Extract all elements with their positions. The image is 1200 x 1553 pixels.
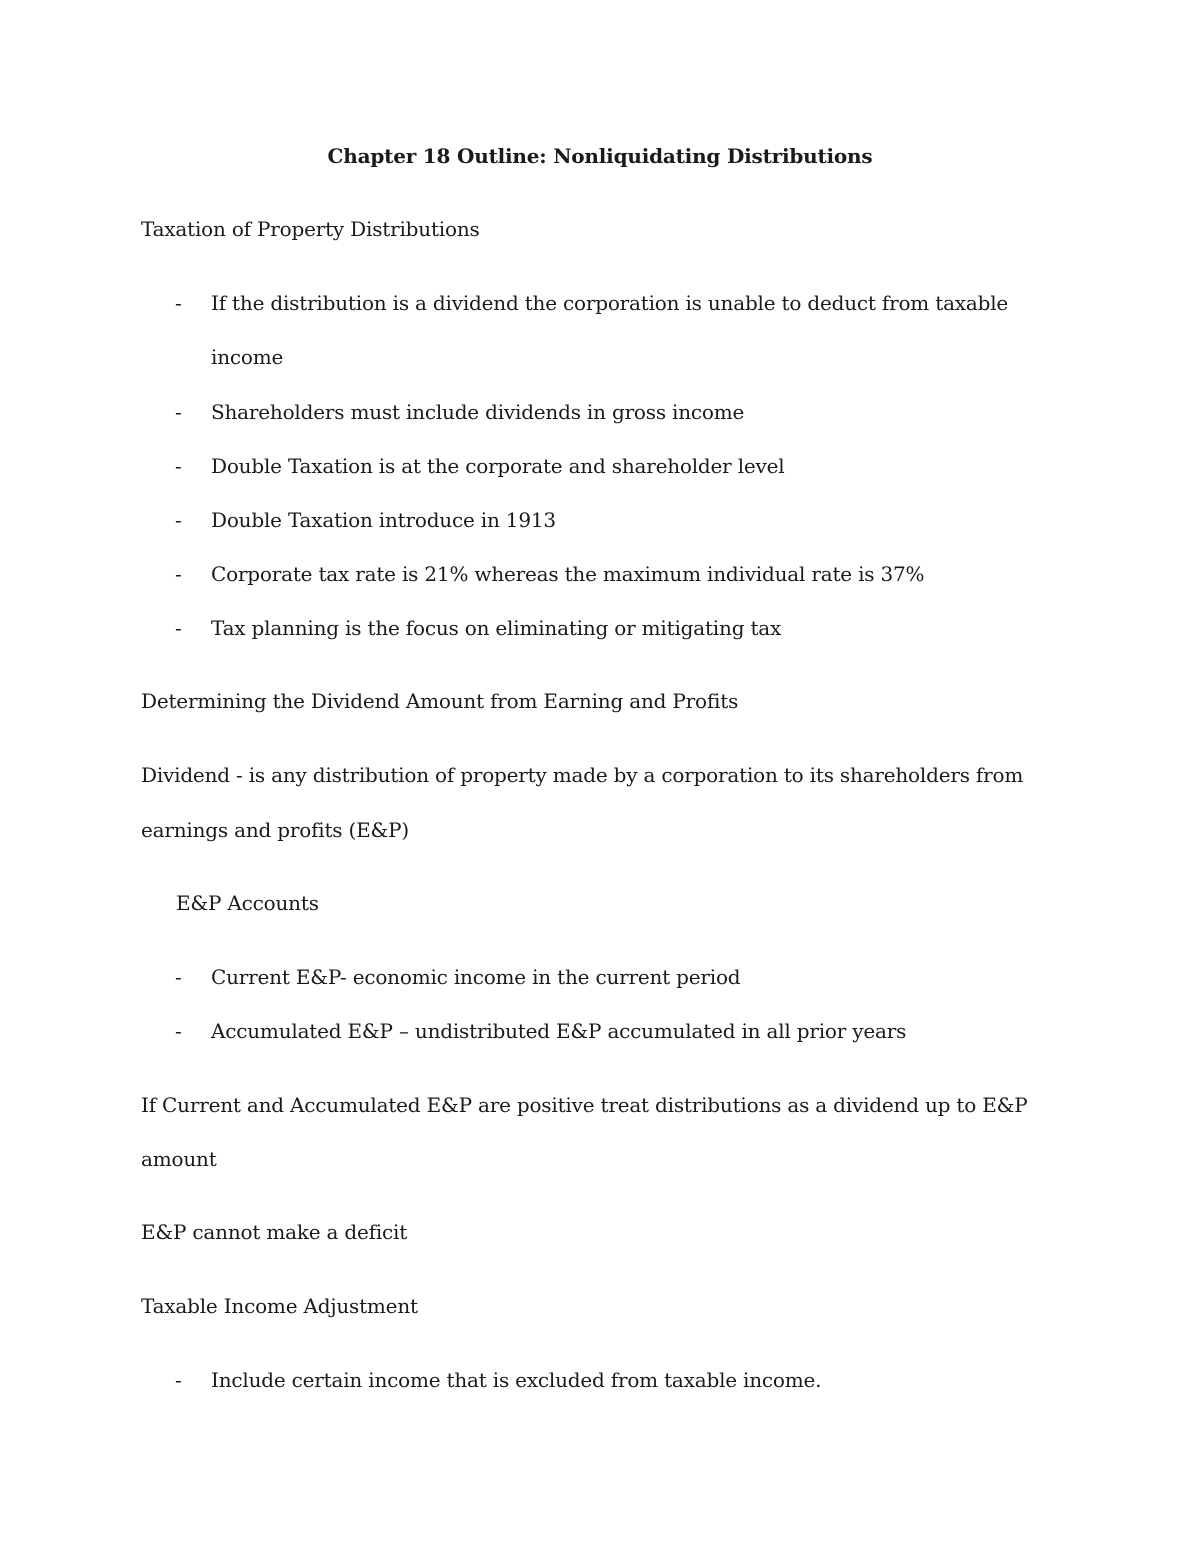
- section-heading-dividend-amount: Determining the Dividend Amount from Earning and Profits: [141, 689, 739, 713]
- bullet-item: Tax planning is the focus on eliminating or mitigating tax: [211, 616, 782, 640]
- bullet-item-continuation: income: [211, 345, 284, 369]
- positive-ep-rule-continuation: amount: [141, 1147, 217, 1171]
- deficit-rule: E&P cannot make a deficit: [141, 1220, 408, 1244]
- bullet-marker: -: [175, 965, 182, 989]
- page-title: Chapter 18 Outline: Nonliquidating Distributions: [327, 144, 873, 168]
- bullet-item: Double Taxation introduce in 1913: [211, 508, 556, 532]
- bullet-marker: -: [175, 291, 182, 315]
- bullet-item: Double Taxation is at the corporate and shareholder level: [211, 454, 785, 478]
- dividend-definition-continuation: earnings and profits (E&P): [141, 818, 409, 842]
- bullet-item: Shareholders must include dividends in gross income: [211, 400, 745, 424]
- dividend-definition: Dividend - is any distribution of property made by a corporation to its shareholders from: [141, 763, 1024, 787]
- bullet-marker: -: [175, 1019, 182, 1043]
- bullet-item: Accumulated E&P – undistributed E&P accumulated in all prior years: [211, 1019, 907, 1043]
- section-heading-taxation: Taxation of Property Distributions: [141, 217, 480, 241]
- bullet-marker: -: [175, 508, 182, 532]
- bullet-marker: -: [175, 400, 182, 424]
- bullet-marker: -: [175, 562, 182, 586]
- bullet-marker: -: [175, 1368, 182, 1392]
- bullet-item: Include certain income that is excluded from taxable income.: [211, 1368, 822, 1392]
- subheading-ep-accounts: E&P Accounts: [176, 891, 319, 915]
- bullet-item: Corporate tax rate is 21% whereas the maximum individual rate is 37%: [211, 562, 925, 586]
- bullet-marker: -: [175, 616, 182, 640]
- bullet-item: If the distribution is a dividend the corporation is unable to deduct from taxable: [211, 291, 1009, 315]
- section-heading-taxable-income: Taxable Income Adjustment: [141, 1294, 418, 1318]
- positive-ep-rule: If Current and Accumulated E&P are positive treat distributions as a dividend up to E&P: [141, 1093, 1028, 1117]
- bullet-marker: -: [175, 454, 182, 478]
- bullet-item: Current E&P- economic income in the current period: [211, 965, 741, 989]
